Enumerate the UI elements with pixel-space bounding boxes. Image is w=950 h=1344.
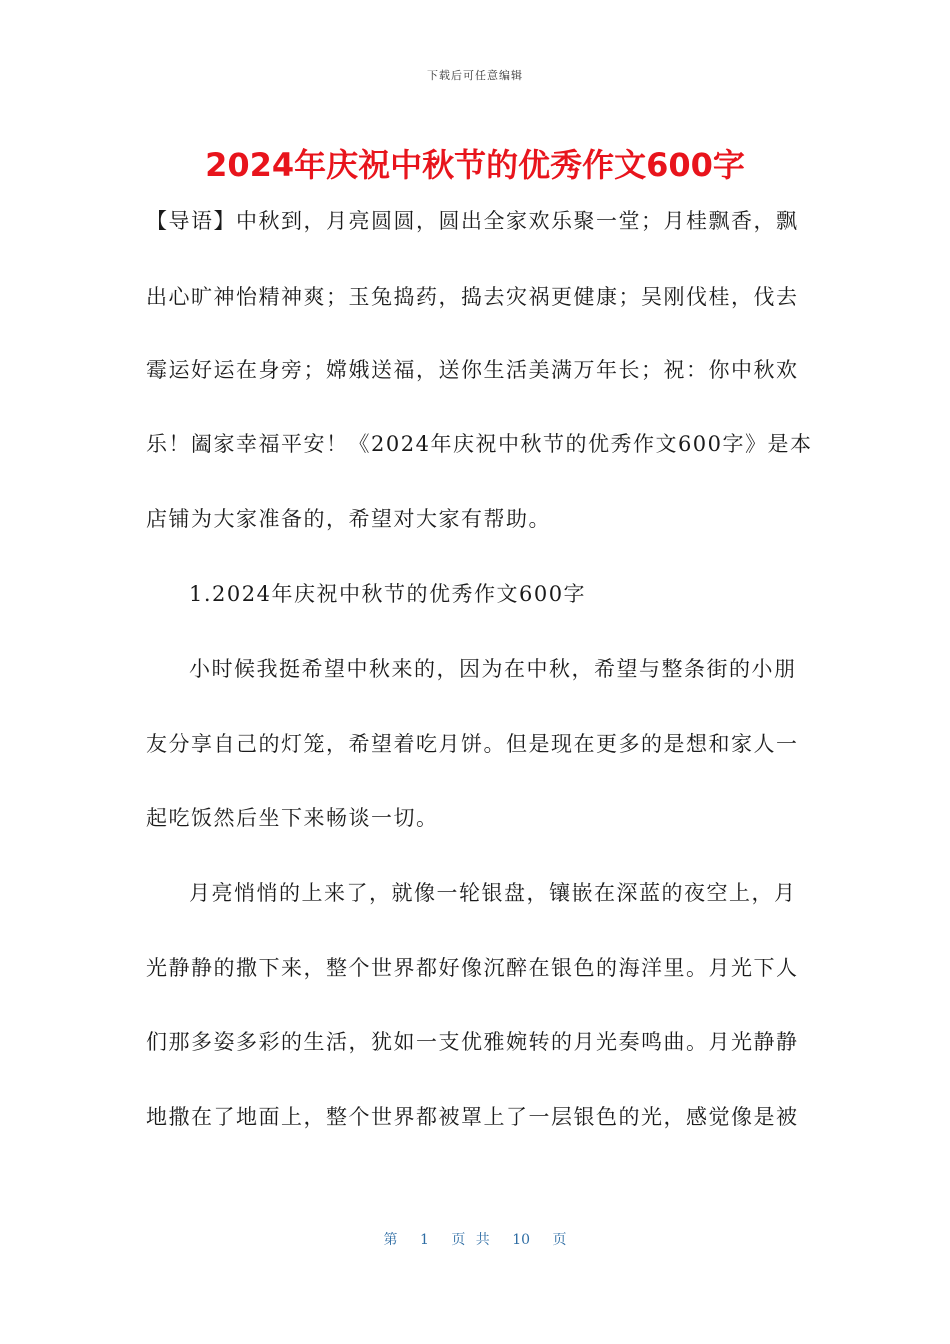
page-footer: [0, 1229, 950, 1249]
section-heading: 1.2024年庆祝中秋节的优秀作文600字: [189, 582, 587, 606]
intro-line-2: 出心旷神怡精神爽；玉兔捣药，捣去灾祸更健康；吴刚伐桂，伐去: [146, 285, 799, 309]
paragraph-1-line-2: 友分享自己的灯笼，希望着吃月饼。但是现在更多的是想和家人一: [146, 732, 799, 756]
intro-line-1: 【导语】中秋到，月亮圆圆，圆出全家欢乐聚一堂；月桂飘香，飘: [146, 209, 799, 233]
footer-prefix: 第: [383, 1232, 398, 1248]
footer-total-pages: 10: [512, 1232, 531, 1248]
page-header-note: 下载后可任意编辑: [427, 69, 523, 82]
footer-mid-label: 页 共: [451, 1232, 490, 1248]
paragraph-1-line-3: 起吃饭然后坐下来畅谈一切。: [146, 806, 439, 830]
footer-suffix: 页: [552, 1232, 567, 1248]
intro-line-4: 乐！阖家幸福平安！《2024年庆祝中秋节的优秀作文600字》是本: [146, 432, 813, 456]
paragraph-2-line-1: 月亮悄悄的上来了，就像一轮银盘，镶嵌在深蓝的夜空上，月: [189, 881, 797, 905]
document-title: 2024年庆祝中秋节的优秀作文600字: [205, 146, 745, 184]
paragraph-2-line-3: 们那多姿多彩的生活，犹如一支优雅婉转的月光奏鸣曲。月光静静: [146, 1030, 799, 1054]
footer-current-page: 1: [419, 1232, 429, 1248]
paragraph-1-line-1: 小时候我挺希望中秋来的，因为在中秋，希望与整条街的小朋: [189, 657, 797, 681]
paragraph-2-line-2: 光静静的撒下来，整个世界都好像沉醉在银色的海洋里。月光下人: [146, 956, 799, 980]
intro-line-5: 店铺为大家准备的，希望对大家有帮助。: [146, 507, 551, 531]
intro-line-3: 霉运好运在身旁；嫦娥送福，送你生活美满万年长；祝：你中秋欢: [146, 358, 799, 382]
paragraph-2-line-4: 地撒在了地面上，整个世界都被罩上了一层银色的光，感觉像是被: [146, 1105, 799, 1129]
